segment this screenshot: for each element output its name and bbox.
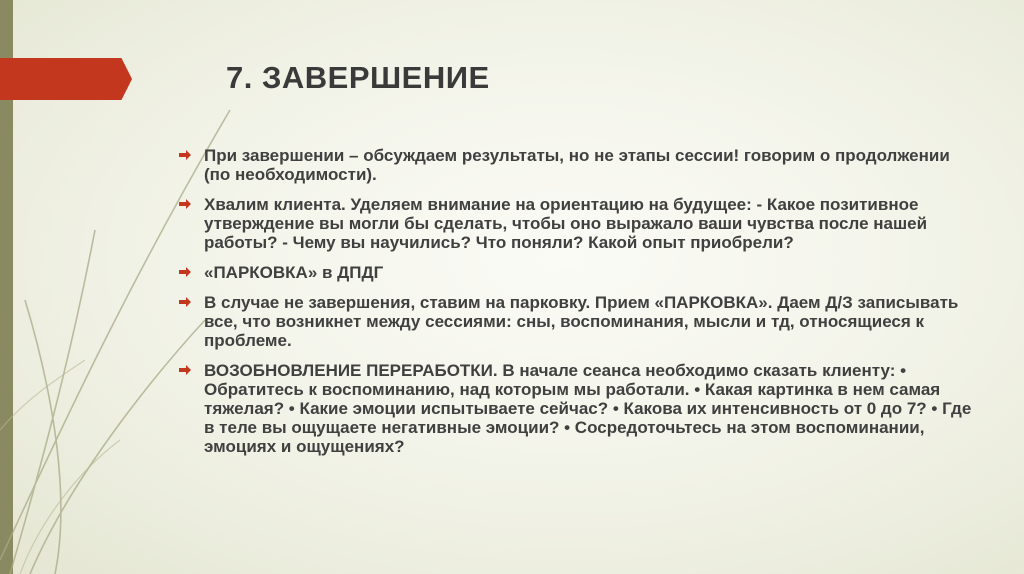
bullet-text: Хвалим клиента. Уделяем внимание на ориентацию на будущее: - Какое позитивное утверждение вы могли бы сделать, чтобы оно выражало ваши чувства после нашей работы? - Чему вы научились? Что поняли? Какой опыт приобрели? <box>204 195 928 252</box>
bullet-text: При завершении – обсуждаем результаты, но не этапы сессии! говорим о продолжении (по необходимости). <box>204 146 950 184</box>
bullet-item <box>178 293 973 350</box>
arrow-right-icon <box>178 197 192 211</box>
bullet-list <box>178 146 973 467</box>
bullet-item <box>178 195 973 252</box>
bullet-item <box>178 263 973 282</box>
bullet-item <box>178 146 973 184</box>
title-accent-tab <box>0 58 132 100</box>
arrow-right-icon <box>178 265 192 279</box>
bullet-item <box>178 361 973 456</box>
arrow-right-icon <box>178 148 192 162</box>
slide-title: 7. ЗАВЕРШЕНИЕ <box>226 60 490 95</box>
bullet-text: «ПАРКОВКА» в ДПДГ <box>204 263 384 282</box>
bullet-text: ВОЗОБНОВЛЕНИЕ ПЕРЕРАБОТКИ. В начале сеанса необходимо сказать клиенту: • Обратитесь к воспоминанию, над которым мы работали. • Какая картинка в нем самая тяжелая? • Какие эмоции испытываете сейчас? • Какова их интенсивность от 0 до 7? • Где в теле вы ощущаете негативные эмоции? • Сосредоточьтесь на этом воспоминании, эмоциях и ощущениях? <box>204 361 972 456</box>
arrow-right-icon <box>178 295 192 309</box>
arrow-right-icon <box>178 363 192 377</box>
bullet-text: В случае не завершения, ставим на парковку. Прием «ПАРКОВКА». Даем Д/З записывать все, что возникнет между сессиями: сны, воспоминания, мысли и тд, относящиеся к проблеме. <box>204 293 959 350</box>
